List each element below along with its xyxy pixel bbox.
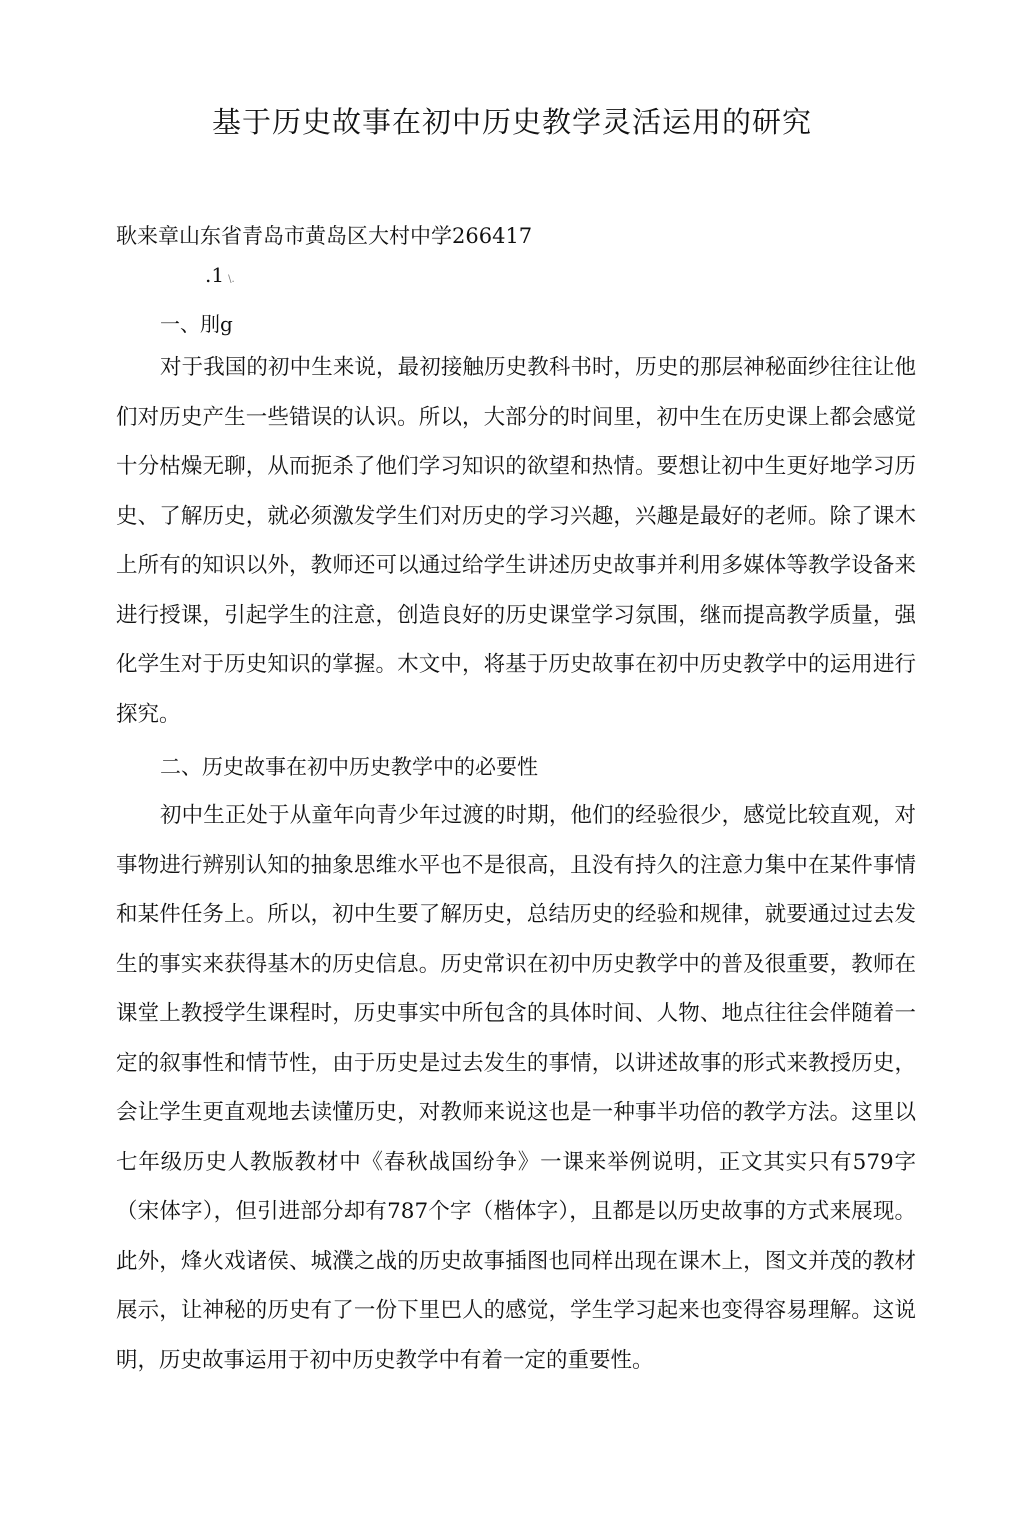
author-line: 耿来章山东省青岛市黄岛区大村中学266417 <box>116 224 533 248</box>
page-mark-small: \. <box>228 274 235 285</box>
paragraph-2: 初中生正处于从童年向青少年过渡的时期，他们的经验很少，感觉比较直观，对事物进行辨别认知的抽象思维水平也不是很高，且没有持久的注意力集中在某件事情和某件任务上。所以，初中生要了解历史，总结历史的经验和规律，就要通过过去发生的事实来获得基木的历史信息。历史常识在初中历史教学中的普及很重要，教师在课堂上教授学生课程时，历史事实中所包含的具体时间、人物、地点往往会伴随着一定的叙事性和情节性，由于历史是过去发生的事情，以讲述故事的形式来教授历史，会让学生更直观地去读懂历史，对教师来说这也是一种事半功倍的教学方法。这里以七年级历史人教版教材中《春秋战国纷争》一课来举例说明，正文其实只有579字（宋体字），但引进部分却有787个字（楷体字），且都是以历史故事的方式来展现。此外，烽火戏诸侯、城濮之战的历史故事插图也同样出现在课木上，图文并茂的教材展示，让神秘的历史有了一份下里巴人的感觉，学生学习起来也变得容易理解。这说明，历史故事运用于初中历史教学中有着一定的重要性。 <box>116 803 916 1373</box>
page-mark-text: .1 <box>205 263 225 287</box>
page-mark <box>205 263 235 287</box>
section-heading-2: 二、历史故事在初中历史教学中的必要性 <box>160 755 538 779</box>
section-heading-1: 一、刖g <box>160 312 233 336</box>
document-title: 基于历史故事在初中历史教学灵活运用的研究 <box>211 105 812 139</box>
paragraph-1: 对于我国的初中生来说，最初接触历史教科书时，历史的那层神秘面纱往往让他们对历史产生一些错误的认识。所以，大部分的时间里，初中生在历史课上都会感觉十分枯燥无聊，从而扼杀了他们学习知识的欲望和热情。要想让初中生更好地学习历史、了解历史，就必须激发学生们对历史的学习兴趣，兴趣是最好的老师。除了课木上所有的知识以外，教师还可以通过给学生讲述历史故事并利用多媒体等教学设备来进行授课，引起学生的注意，创造良好的历史课堂学习氛围，继而提高教学质量，强化学生对于历史知识的掌握。木文中，将基于历史故事在初中历史教学中的运用进行探究。 <box>116 355 916 727</box>
